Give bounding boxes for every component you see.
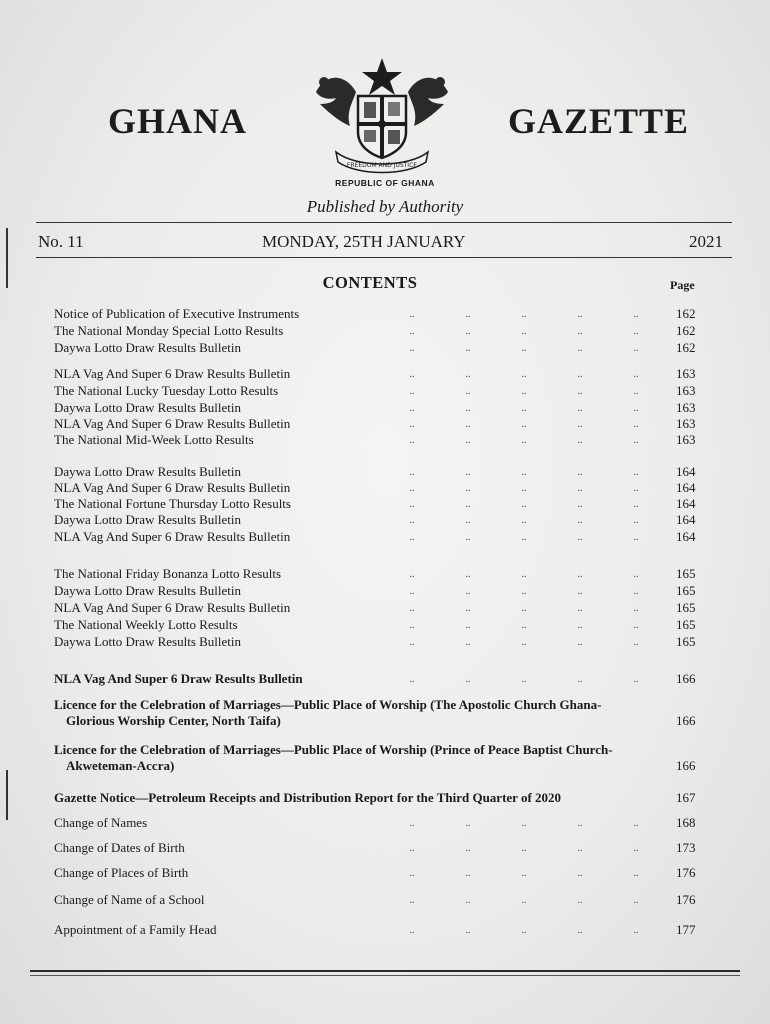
toc-entry-title: Change of Names	[54, 815, 148, 830]
toc-leader-dots: .. .. .. .. ..	[409, 532, 639, 543]
toc-entry-title: NLA Vag And Super 6 Draw Results Bulletin	[54, 529, 291, 544]
header-rule-bottom	[36, 257, 732, 258]
toc-entry	[54, 742, 704, 774]
toc-leader-dots: .. .. .. .. ..	[409, 419, 639, 430]
toc-entry-page: 168	[676, 815, 696, 830]
toc-entry-title: NLA Vag And Super 6 Draw Results Bulletin	[54, 600, 291, 615]
toc-leader-dots: .. .. .. .. ..	[409, 483, 639, 494]
toc-entry	[54, 306, 704, 322]
toc-leader-dots: .. .. .. .. ..	[409, 326, 639, 337]
toc-entry-page: 166	[676, 671, 696, 686]
toc-entry-title: NLA Vag And Super 6 Draw Results Bulletin	[54, 366, 291, 381]
toc-entry	[54, 600, 704, 616]
toc-entry-page: 162	[676, 340, 696, 355]
issue-date: MONDAY, 25TH JANUARY	[262, 232, 466, 251]
toc-entry-page: 165	[676, 634, 696, 649]
toc-entry-page: 176	[676, 865, 696, 880]
toc-entry-title: Daywa Lotto Draw Results Bulletin	[54, 634, 242, 649]
toc-entry	[54, 671, 704, 687]
republic-label: REPUBLIC OF GHANA	[335, 178, 435, 188]
toc-entry-title: The National Lucky Tuesday Lotto Results	[54, 383, 279, 398]
contents-heading: CONTENTS	[322, 273, 418, 292]
toc-entry-page: 164	[676, 480, 696, 495]
toc-entry-page: 165	[676, 566, 696, 581]
toc-entry-page: 162	[676, 306, 696, 321]
toc-entry	[54, 383, 704, 399]
toc-leader-dots: .. .. .. .. ..	[409, 586, 639, 597]
toc-entry	[54, 366, 704, 382]
toc-entry-title: The National Friday Bonanza Lotto Results	[54, 566, 282, 581]
issue-number: No. 11	[38, 232, 84, 251]
margin-mark-top	[6, 228, 8, 288]
toc-leader-dots: .. .. .. .. ..	[409, 467, 639, 478]
toc-entry-page: 164	[676, 512, 696, 527]
toc-entry	[54, 566, 704, 582]
toc-entry-page: 163	[676, 400, 696, 415]
toc-leader-dots: .. .. .. .. ..	[409, 309, 639, 320]
toc-entry-page: 164	[676, 496, 696, 511]
toc-entry	[54, 480, 704, 496]
toc-entry-page: 167	[676, 790, 696, 805]
toc-entry-title: Daywa Lotto Draw Results Bulletin	[54, 583, 242, 598]
toc-entry-title-continued: Glorious Worship Center, North Taifa)	[66, 713, 281, 728]
margin-mark-bottom	[6, 770, 8, 820]
toc-leader-dots: .. .. .. .. ..	[409, 925, 639, 936]
footer-rule-thin	[30, 975, 740, 976]
toc-entry-title: The National Monday Special Lotto Results	[54, 323, 284, 338]
toc-entry-title: Daywa Lotto Draw Results Bulletin	[54, 340, 242, 355]
toc-entry-page: 165	[676, 583, 696, 598]
toc-entry	[54, 512, 704, 528]
toc-entry-page: 177	[676, 922, 696, 937]
toc-entry-title: Gazette Notice—Petroleum Receipts and Distribution Report for the Third Quarter of 2020	[54, 790, 562, 805]
toc-entry-title: The National Mid-Week Lotto Results	[54, 432, 254, 447]
masthead-ghana: GHANA	[108, 101, 247, 141]
toc-leader-dots: .. .. .. .. ..	[409, 620, 639, 631]
toc-leader-dots: .. .. .. .. ..	[409, 369, 639, 380]
toc-entry	[54, 697, 704, 729]
toc-entry-title: The National Weekly Lotto Results	[54, 617, 238, 632]
toc-entry	[54, 892, 704, 908]
toc-entry-page: 165	[676, 617, 696, 632]
toc-leader-dots: .. .. .. .. ..	[409, 868, 639, 879]
toc-entry	[54, 529, 704, 545]
toc-entry-page: 163	[676, 416, 696, 431]
toc-leader-dots: .. .. .. .. ..	[409, 569, 639, 580]
toc-entry-page: 164	[676, 464, 696, 479]
crest-motto: FREEDOM AND JUSTICE	[346, 162, 418, 169]
toc-leader-dots: .. .. .. .. ..	[409, 895, 639, 906]
toc-entry-page: 166	[676, 758, 696, 773]
toc-entry	[54, 432, 704, 448]
toc-entry	[54, 634, 704, 650]
toc-entry	[54, 340, 704, 356]
toc-entry-page: 173	[676, 840, 696, 855]
toc-entry	[54, 790, 704, 806]
published-by-authority: Published by Authority	[306, 197, 464, 216]
toc-entry	[54, 464, 704, 480]
toc-entry	[54, 583, 704, 599]
toc-entry-title: Daywa Lotto Draw Results Bulletin	[54, 512, 242, 527]
toc-entry-title-continued: Akweteman-Accra)	[66, 758, 175, 773]
toc-entry-title: Daywa Lotto Draw Results Bulletin	[54, 400, 242, 415]
toc-leader-dots: .. .. .. .. ..	[409, 435, 639, 446]
footer-rule	[30, 970, 740, 972]
toc-entry-page: 163	[676, 432, 696, 447]
toc-leader-dots: .. .. .. .. ..	[409, 386, 639, 397]
toc-entry-title: NLA Vag And Super 6 Draw Results Bulletin	[54, 480, 291, 495]
toc-entry	[54, 617, 704, 633]
toc-entry-page: 165	[676, 600, 696, 615]
toc-entry-page: 163	[676, 383, 696, 398]
toc-leader-dots: .. .. .. .. ..	[409, 515, 639, 526]
toc-entry-page: 176	[676, 892, 696, 907]
toc-entry	[54, 323, 704, 339]
toc-leader-dots: .. .. .. .. ..	[409, 843, 639, 854]
toc-entry-title: Licence for the Celebration of Marriages—Public Place of Worship (The Apostolic Church Ghana-	[54, 697, 602, 712]
toc-entry-title: Licence for the Celebration of Marriages—Public Place of Worship (Prince of Peace Baptist Church-	[54, 742, 613, 757]
toc-entry-title: Appointment of a Family Head	[54, 922, 217, 937]
toc-entry-title: NLA Vag And Super 6 Draw Results Bulletin	[54, 416, 291, 431]
toc-entry-title: NLA Vag And Super 6 Draw Results Bulletin	[54, 671, 303, 686]
toc-leader-dots: .. .. .. .. ..	[409, 343, 639, 354]
toc-entry-page: 164	[676, 529, 696, 544]
toc-entry	[54, 840, 704, 856]
toc-entry	[54, 400, 704, 416]
toc-entry	[54, 496, 704, 512]
toc-entry	[54, 922, 704, 938]
toc-entry-page: 166	[676, 713, 696, 728]
masthead-gazette: GAZETTE	[508, 101, 690, 141]
toc-leader-dots: .. .. .. .. ..	[409, 637, 639, 648]
toc-leader-dots: .. .. .. .. ..	[409, 499, 639, 510]
toc-entry-title: The National Fortune Thursday Lotto Results	[54, 496, 291, 511]
toc-leader-dots: .. .. .. .. ..	[409, 603, 639, 614]
toc-entry-title: Change of Dates of Birth	[54, 840, 185, 855]
toc-entry-page: 162	[676, 323, 696, 338]
toc-leader-dots: .. .. .. .. ..	[409, 674, 639, 685]
toc-entry-title: Notice of Publication of Executive Instruments	[54, 306, 300, 321]
header-rule-top	[36, 222, 732, 223]
toc-leader-dots: .. .. .. .. ..	[409, 818, 639, 829]
toc-leader-dots: .. .. .. .. ..	[409, 403, 639, 414]
toc-entry-title: Daywa Lotto Draw Results Bulletin	[54, 464, 242, 479]
coat-of-arms-icon	[306, 52, 458, 178]
page-column-heading: Page	[670, 278, 695, 292]
toc-entry-title: Change of Name of a School	[54, 892, 205, 907]
toc-entry	[54, 815, 704, 831]
issue-year: 2021	[689, 232, 723, 251]
toc-entry	[54, 865, 704, 881]
toc-entry-page: 163	[676, 366, 696, 381]
toc-entry	[54, 416, 704, 432]
toc-entry-title: Change of Places of Birth	[54, 865, 189, 880]
